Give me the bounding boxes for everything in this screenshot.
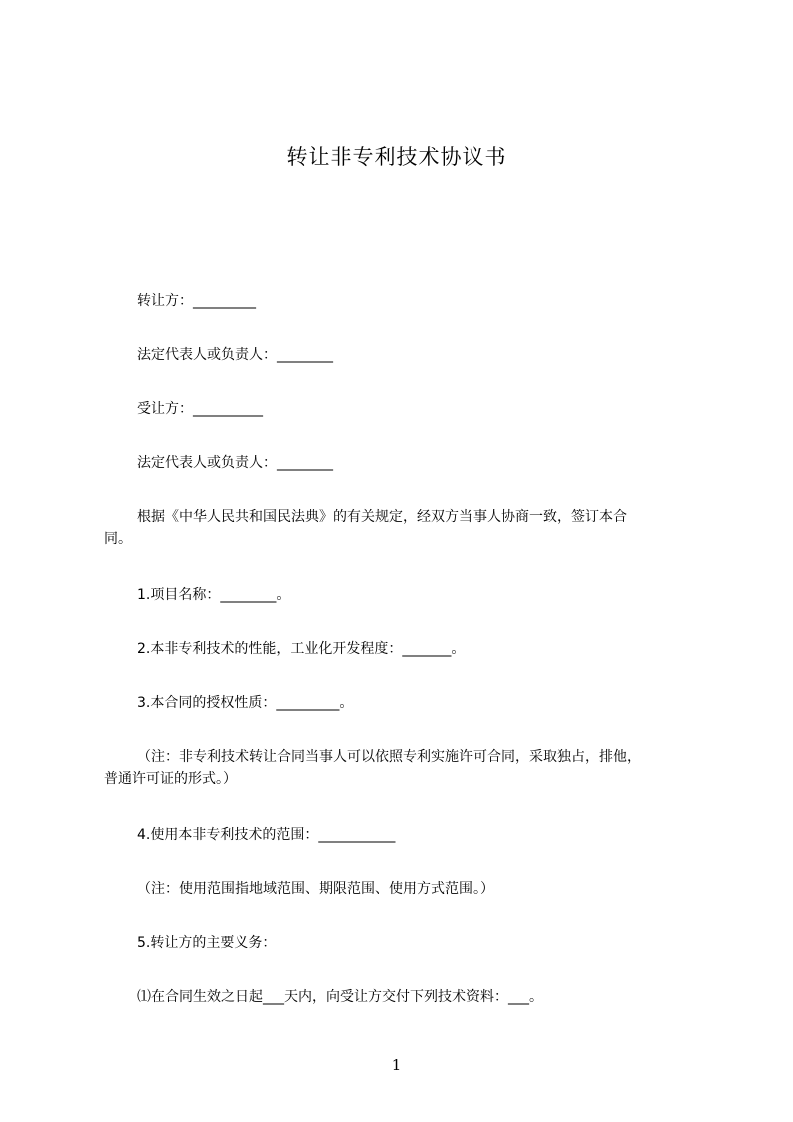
- legal-representative-line-1: 法定代表人或负责人：________: [137, 347, 333, 363]
- item-4-usage-scope: 4.使用本非专利技术的范围：___________: [137, 827, 396, 843]
- note-1-line-2: 普通许可证的形式。）: [104, 771, 237, 787]
- note-1-line-1: （注：非专利技术转让合同当事人可以依照专利实施许可合同，采取独占，排他，: [137, 749, 641, 765]
- page-number: 1: [391, 1056, 402, 1074]
- legal-representative-line-2: 法定代表人或负责人：________: [137, 455, 333, 471]
- item-5-1-deliver-materials: ⑴在合同生效之日起___天内，向受让方交付下列技术资料：___。: [137, 989, 543, 1005]
- contract-basis-line-2: 同。: [104, 531, 132, 547]
- item-2-performance: 2.本非专利技术的性能，工业化开发程度：_______。: [137, 641, 466, 657]
- contract-basis-line-1: 根据《中华人民共和国民法典》的有关规定，经双方当事人协商一致，签订本合: [137, 509, 627, 525]
- transferee-line: 受让方：__________: [137, 401, 263, 417]
- document-title: 转让非专利技术协议书: [286, 145, 507, 169]
- item-1-project-name: 1.项目名称：________。: [137, 587, 291, 603]
- item-3-authorization: 3.本合同的授权性质：_________。: [137, 695, 354, 711]
- note-2-line: （注：使用范围指地域范围、期限范围、使用方式范围。）: [137, 881, 494, 897]
- note-1-paragraph: [104, 746, 704, 790]
- contract-basis-paragraph: [104, 506, 704, 550]
- transferor-line: 转让方：_________: [137, 293, 256, 309]
- item-5-obligations: 5.转让方的主要义务：: [137, 935, 277, 951]
